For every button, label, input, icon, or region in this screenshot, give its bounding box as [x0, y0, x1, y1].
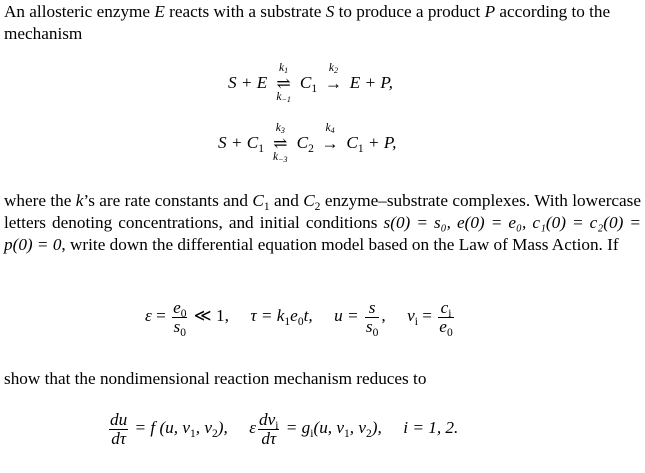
u-fraction: $\frac{s}{s_0}$ — [365, 297, 379, 339]
equilibrium-arrow-1 — [272, 64, 296, 104]
g-v2-sub: 2 — [366, 428, 372, 440]
tau-e-sub: 0 — [297, 316, 304, 328]
equilibrium-icon: ⇌ — [273, 134, 288, 153]
product-symbol: P — [484, 2, 496, 21]
intro-text: reacts with a substrate — [164, 2, 326, 21]
equals-sign: = — [422, 306, 432, 325]
c2-sub: 2 — [314, 201, 321, 213]
paragraph-text: where the — [4, 191, 76, 210]
rate-k3: $k_3$ — [275, 122, 285, 135]
complex-c2: C — [296, 132, 309, 152]
epsilon-symbol: ε — [145, 306, 152, 325]
enzyme-symbol: E — [154, 2, 165, 21]
g-sub: i — [310, 428, 314, 440]
reaction-2-product-c1: C — [346, 132, 358, 152]
product-sub: 1 — [357, 142, 364, 155]
reaction-2-product-p: + P, — [363, 132, 397, 152]
reaction-1 — [228, 64, 393, 104]
reaction-1-products: E + P, — [349, 72, 393, 92]
g-v1-sub: 1 — [344, 428, 350, 440]
c1-sub: 1 — [263, 201, 270, 213]
scaling-equation — [145, 296, 456, 339]
complex-c1-sub: 1 — [311, 82, 318, 95]
g-expression: = g — [285, 418, 311, 437]
index-range: i = 1, 2. — [403, 418, 459, 437]
f-tail: ), — [217, 418, 228, 437]
du-dtau: $\frac{du}{d\tau}$ — [110, 409, 128, 448]
result-equations — [107, 408, 458, 448]
tau-definition: τ = k — [250, 306, 285, 325]
tau-e: e — [290, 306, 298, 325]
substrate-symbol: S — [325, 2, 335, 21]
forward-arrow-2 — [318, 124, 342, 164]
rate-k1: $k_1$ — [279, 62, 289, 75]
much-less-than: ≪ 1, — [193, 306, 229, 325]
paragraph-text: ’s are rate constants and — [83, 191, 253, 210]
tau-sub: 1 — [284, 316, 291, 328]
rate-k4: $k_4$ — [325, 122, 335, 135]
paragraph-text: and — [269, 191, 304, 210]
f-v2-sub: 2 — [211, 428, 218, 440]
c1-symbol: C — [252, 191, 264, 210]
g-args: (u, v — [313, 418, 345, 437]
c2-symbol: C — [303, 191, 315, 210]
v-fraction: $\frac{c_i}{e_0}$ — [439, 297, 453, 339]
complex-c2-sub: 2 — [308, 142, 314, 155]
initial-conditions: s(0) = s₀, e(0) = e₀, c₁(0) = c₂(0) = p(0) = 0 — [4, 213, 641, 254]
reaction-2-reactants: S + C — [218, 132, 259, 152]
model-paragraph — [4, 190, 641, 256]
equilibrium-arrow-2 — [268, 124, 292, 164]
rate-k-3: $k_{-3}$ — [273, 151, 288, 164]
paragraph-text: , write down the differential equation model based on the Law of Mass Action. If — [61, 235, 619, 254]
rate-k2: $k_2$ — [328, 62, 338, 75]
forward-arrow-1 — [321, 64, 345, 104]
right-arrow-icon: → — [324, 74, 342, 93]
f-expression: = f (u, v — [134, 418, 190, 437]
show-text: show that the nondimensional reaction mechanism reduces to — [4, 369, 427, 388]
epsilon-fraction: $\frac{e_0}{s_0}$ — [173, 297, 187, 339]
reaction-2 — [218, 124, 396, 164]
equilibrium-icon: ⇌ — [276, 74, 291, 93]
v-symbol: v — [407, 306, 415, 325]
v-sub: i — [414, 316, 418, 328]
u-definition: u = — [334, 306, 359, 325]
intro-text: An allosteric enzyme — [4, 2, 155, 21]
intro-text: to produce a product — [334, 2, 485, 21]
tau-t: t, — [303, 306, 313, 325]
paragraph-text: enzyme–substrate complexes. With lowercase letters denoting concentrations, and initial conditions — [4, 191, 641, 232]
intro-paragraph — [4, 1, 641, 45]
complex-c1: C — [299, 72, 312, 92]
epsilon-symbol: ε — [249, 418, 257, 437]
k-symbol: k — [75, 191, 84, 210]
g-tail: ), — [371, 418, 382, 437]
comma: , — [381, 306, 386, 325]
show-paragraph — [4, 368, 641, 390]
g-mid: , v — [349, 418, 366, 437]
reactant-sub: 1 — [258, 142, 264, 155]
rate-k-1: $k_{-1}$ — [276, 91, 291, 104]
f-v1-sub: 1 — [190, 428, 196, 440]
right-arrow-icon: → — [321, 134, 339, 153]
intro-text: according to the mechanism — [4, 2, 611, 43]
f-mid: , v — [195, 418, 212, 437]
reaction-1-reactants: S + E — [228, 72, 268, 92]
equals-sign: = — [156, 306, 166, 325]
dvi-dtau: $\frac{dv_i}{d\tau}$ — [259, 409, 279, 448]
